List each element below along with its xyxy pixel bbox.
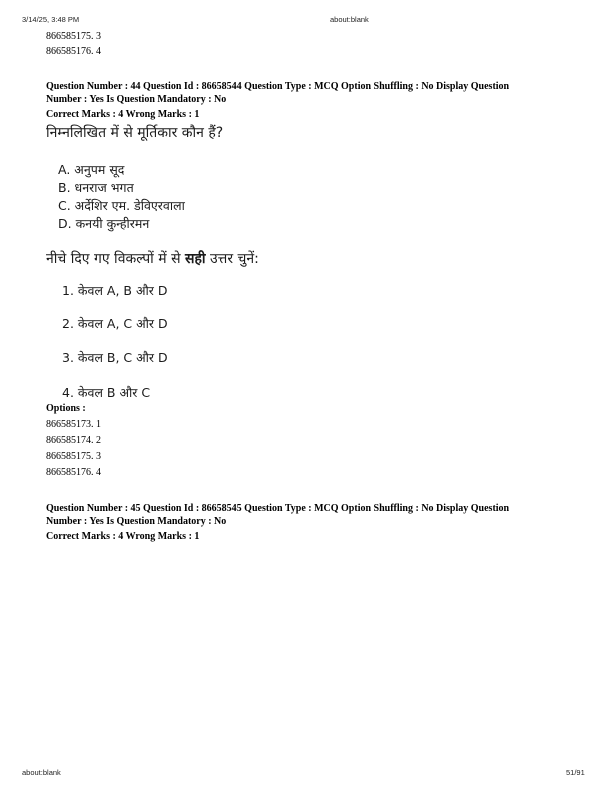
- q44-instruction-post: उत्तर चुनें:: [205, 251, 259, 267]
- q44-instruction-pre: नीचे दिए गए विकल्पों में से: [46, 251, 185, 267]
- q45-meta-line2: Number : Yes Is Question Mandatory : No: [46, 516, 227, 527]
- q45-marks: Correct Marks : 4 Wrong Marks : 1: [46, 531, 200, 542]
- q45-meta-line1: Question Number : 45 Question Id : 86658545 Question Type : MCQ Option Shuffling : No Display Question: [46, 503, 510, 514]
- q44-choice-1: 1. केवल A, B और D: [62, 283, 168, 298]
- q44-choice-2: 2. केवल A, C और D: [62, 316, 168, 331]
- prev-option-4: 866585176. 4: [46, 46, 101, 57]
- q44-option-1: 866585173. 1: [46, 419, 101, 430]
- header-url: about:blank: [330, 15, 369, 24]
- footer-url: about:blank: [22, 768, 61, 777]
- q44-item-d: D. कनयी कुन्हीरमन: [58, 216, 150, 231]
- q44-choice-3: 3. केवल B, C और D: [62, 350, 168, 365]
- q44-marks: Correct Marks : 4 Wrong Marks : 1: [46, 109, 200, 120]
- q44-meta-line2: Number : Yes Is Question Mandatory : No: [46, 94, 227, 105]
- q44-option-3: 866585175. 3: [46, 451, 101, 462]
- q44-instruction-bold: सही: [185, 251, 206, 267]
- footer-page-number: 51/91: [566, 768, 585, 777]
- q44-item-a: A. अनुपम सूद: [58, 162, 125, 177]
- header-timestamp: 3/14/25, 3:48 PM: [22, 15, 80, 24]
- q44-instruction: [46, 249, 259, 268]
- q44-meta-line1: Question Number : 44 Question Id : 86658544 Question Type : MCQ Option Shuffling : No Display Question: [46, 81, 510, 92]
- prev-option-3: 866585175. 3: [46, 31, 101, 42]
- q44-options-label: Options :: [46, 403, 86, 414]
- q44-item-c: C. अर्देशिर एम. डेविएरवाला: [58, 198, 185, 213]
- q44-option-4: 866585176. 4: [46, 467, 101, 478]
- q44-option-2: 866585174. 2: [46, 435, 101, 446]
- q44-question: निम्नलिखित में से मूर्तिकार कौन हैं?: [46, 125, 224, 141]
- q44-choice-4: 4. केवल B और C: [62, 385, 151, 400]
- q44-item-b: B. धनराज भगत: [58, 180, 134, 195]
